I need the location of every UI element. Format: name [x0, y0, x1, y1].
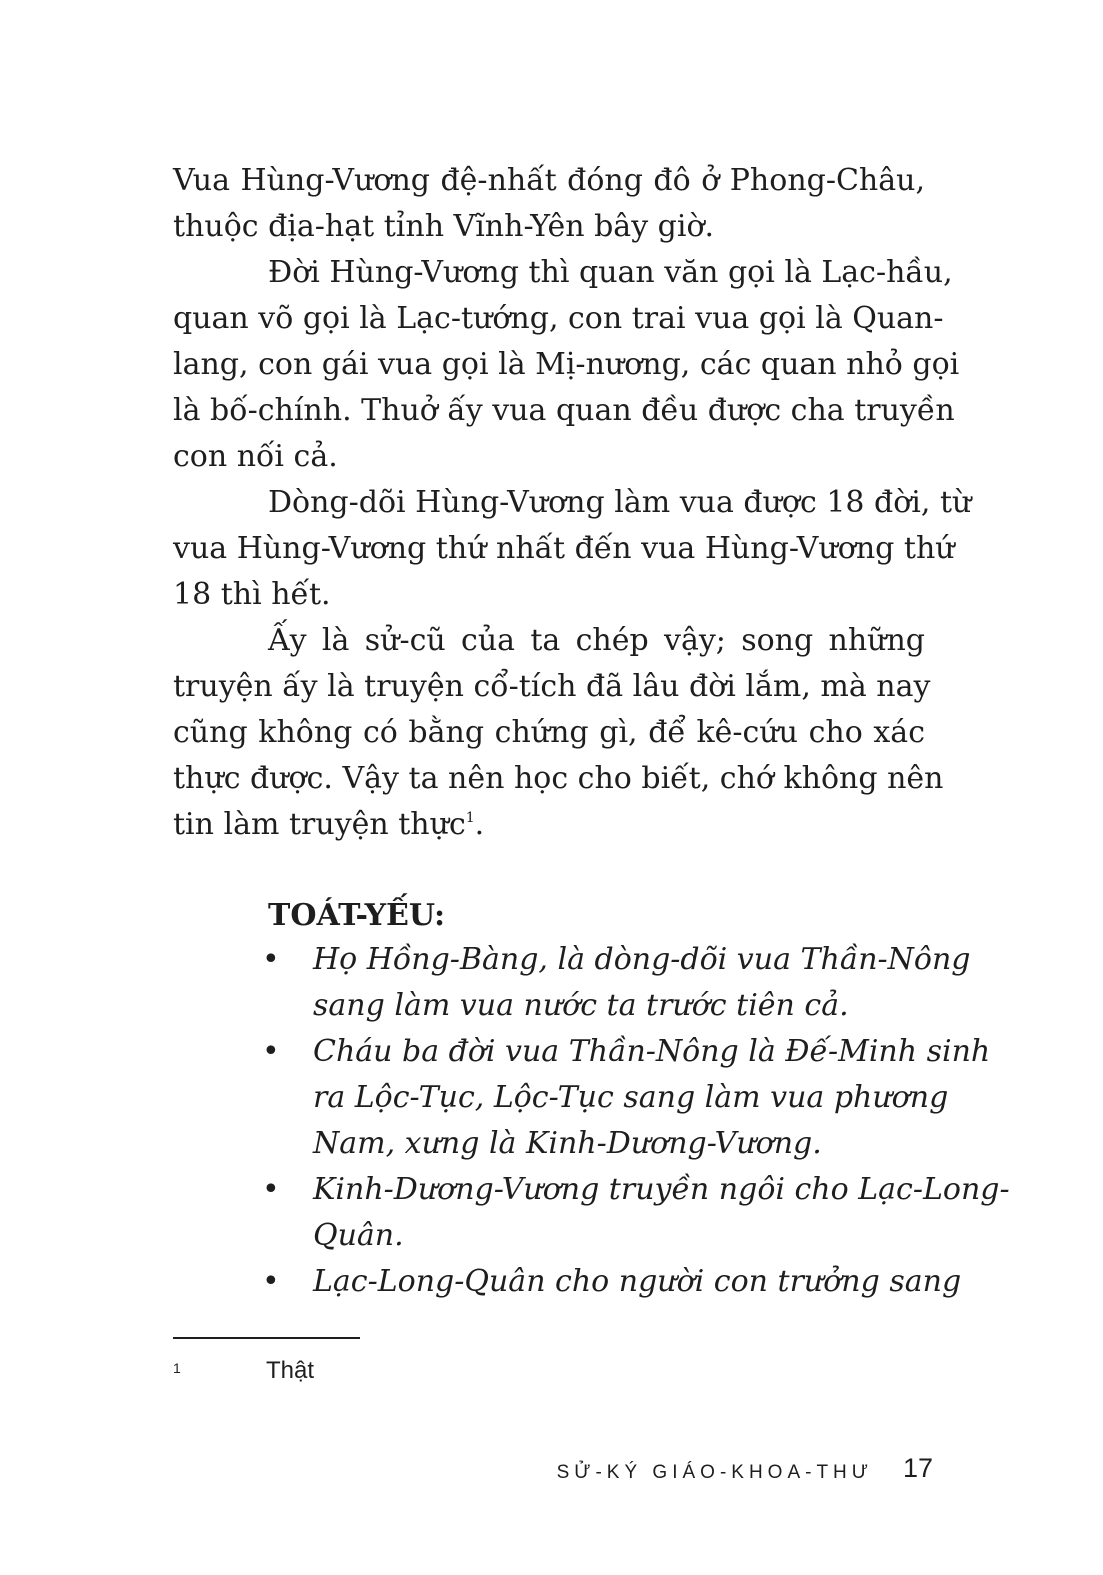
body-line: Ấy là sử-cũ của ta chép vậy; song những	[268, 623, 925, 658]
body-line: vua Hùng-Vương thứ nhất đến vua Hùng-Vương thứ	[173, 531, 955, 566]
page-number: 17	[903, 1453, 934, 1483]
body-line: Dòng-dõi Hùng-Vương làm vua được 18 đời, từ	[268, 485, 972, 520]
body-line: Vua Hùng-Vương đệ-nhất đóng đô ở Phong-Châu,	[173, 163, 925, 198]
summary-line: Lạc-Long-Quân cho người con trưởng sang	[313, 1264, 962, 1299]
summary-line: Họ Hồng-Bàng, là dòng-dõi vua Thần-Nông	[313, 942, 971, 977]
summary-line: ra Lộc-Tục, Lộc-Tục sang làm vua phương	[313, 1080, 949, 1115]
body-line: 18 thì hết.	[173, 577, 331, 612]
body-line: cũng không có bằng chứng gì, để kê-cứu cho xác	[173, 715, 925, 750]
bullet-marker: •	[262, 1172, 280, 1207]
running-title: SỬ-KÝ GIÁO-KHOA-THƯ	[556, 1462, 873, 1483]
summary-line: Nam, xưng là Kinh-Dương-Vương.	[313, 1126, 822, 1161]
summary-line: Quân.	[313, 1218, 404, 1253]
summary-line: sang làm vua nước ta trước tiên cả.	[313, 988, 849, 1023]
body-line: thuộc địa-hạt tỉnh Vĩnh-Yên bây giờ.	[173, 209, 715, 244]
summary-line: Cháu ba đời vua Thần-Nông là Đế-Minh sinh	[313, 1034, 991, 1069]
footnote-text: Thật	[266, 1357, 315, 1384]
sentence-period: .	[474, 807, 485, 842]
bullet-marker: •	[262, 942, 280, 977]
footnote-number: 1	[173, 1360, 181, 1376]
footnote-divider	[173, 1337, 360, 1339]
footnote-reference[interactable]: 1	[465, 810, 475, 826]
body-line: Đời Hùng-Vương thì quan văn gọi là Lạc-hầu,	[268, 255, 953, 290]
body-line: thực được. Vậy ta nên học cho biết, chớ không nên	[173, 761, 944, 796]
body-line: con nối cả.	[173, 439, 338, 474]
body-line-final	[173, 802, 925, 848]
bullet-marker: •	[262, 1034, 280, 1069]
body-line-text: tin làm truyện thực	[173, 807, 466, 842]
summary-heading: TOÁT-YẾU:	[268, 898, 446, 933]
bullet-marker: •	[262, 1264, 280, 1299]
body-line: quan võ gọi là Lạc-tướng, con trai vua gọi là Quan-	[173, 301, 944, 336]
body-line: truyện ấy là truyện cổ-tích đã lâu đời lắm, mà nay	[173, 669, 931, 704]
body-line: lang, con gái vua gọi là Mị-nương, các quan nhỏ gọi	[173, 347, 960, 382]
summary-line: Kinh-Dương-Vương truyền ngôi cho Lạc-Long-	[313, 1172, 1010, 1207]
body-line: là bố-chính. Thuở ấy vua quan đều được cha truyền	[173, 393, 955, 428]
